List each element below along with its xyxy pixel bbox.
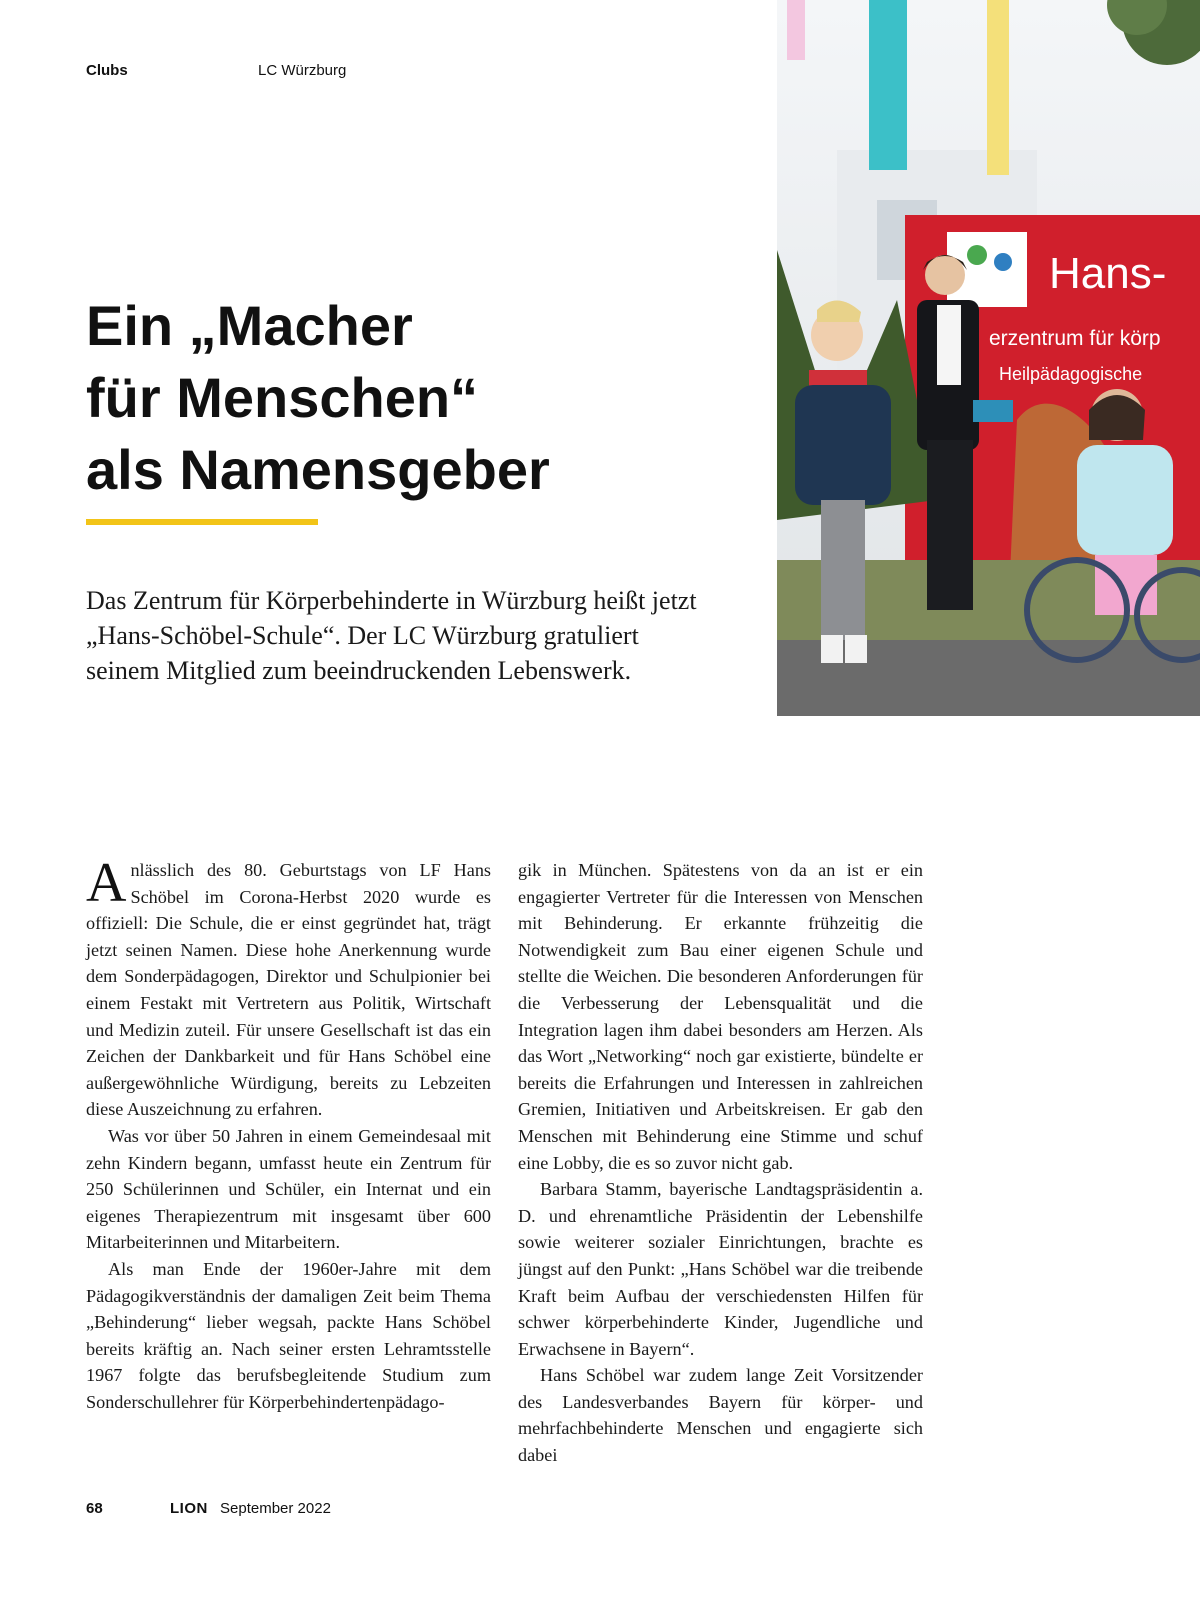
page-number: 68 [86,1500,103,1517]
sign-line-3: Heilpädagogische [999,364,1143,384]
paragraph-1 [86,852,491,1123]
article-headline [86,290,726,506]
body-column-1 [86,852,491,1415]
photo-school-naming-ceremony [777,0,1200,716]
section-label: Clubs [86,62,128,79]
paragraph-1-text: nlässlich des 80. Geburtstags von LF Hans Schöbel im Corona-Herbst 2020 wurde es offiziell: Die Schule, die er einst gegründet hat, trägt jetzt seinen Namen. Diese hohe Anerkennung wurde dem Sonderpädagogen, Direktor und Schulpionier bei einem Festakt mit Vertretern aus Politik, Wirtschaft und Medizin zuteil. Für unsere Gesellschaft ist das ein Zeichen der Dankbarkeit und für Hans Schöbel eine außergewöhnliche Würdigung, bereits zu Lebzeiten diese Auszeichnung zu erfahren. [86,860,491,1120]
paragraph-2: Was vor über 50 Jahren in einem Gemeindesaal mit zehn Kindern begann, umfasst heute ein Zentrum für 250 Schülerinnen und Schüler, ein Internat und ein eigenes Therapiezentrum mit insgesamt über 600 Mitarbeiterinnen und Mitarbeitern. [86,1125,491,1253]
issue-date: September 2022 [220,1500,331,1517]
headline-line-1: Ein „Macher [86,294,413,357]
headline-line-2: für Menschen“ [86,366,479,429]
paragraph-3-part-2: gik in München. Spätestens von da an ist er ein engagierter Vertreter für die Interessen von Menschen mit Behinderung. Er erkannte frühzeitig die Notwendigkeit zum Bau einer eigenen Schule und stellte die Weichen. Die besonderen Anforderungen für die Verbesserung der Lebensqualität und die Integration lagen ihm dabei besonders am Herzen. Als das Wort „Networking“ noch gar existierte, bündelte er bereits die Erfahrungen und Interessen in zahlreichen Gremien, Initiativen und Arbeitskreisen. Er gab den Menschen mit Behinderung eine Stimme und schuf eine Lobby, die es so zuvor nicht gab. [518,860,923,1173]
paragraph-3-part-1: Als man Ende der 1960er-Jahre mit dem Pädagogikverständnis der damaligen Zeit beim Thema „Behinderung“ lieber wegsah, packte Hans Schöbel bereits kräftig an. Nach seiner ersten Lehramtsstelle 1967 folgte das berufsbegleitende Studium zum Sonderschullehrer für Körperbehindertenpädago- [86,1258,491,1412]
accent-rule [86,519,318,525]
article-lead: Das Zentrum für Körperbehinderte in Würzburg heißt jetzt „Hans-Schöbel-Schule“. Der LC Würzburg gratuliert seinem Mitglied zum beeindruckenden Lebenswerk. [86,586,697,685]
paragraph-5: Hans Schöbel war zudem lange Zeit Vorsitzender des Landesverbandes Bayern für körper- und mehrfachbehinderte Menschen und engagierte sich dabei [518,1365,923,1466]
body-column-2 [518,857,923,1469]
sign-line-2: erzentrum für körp [989,327,1161,350]
dropcap: A [86,852,127,914]
club-label: LC Würzburg [258,62,347,79]
sign-title: Hans- [1049,249,1167,298]
headline-line-3: als Namensgeber [86,438,550,501]
paragraph-4: Barbara Stamm, bayerische Landtagspräsidentin a. D. und ehrenamtliche Präsidentin der Lebenshilfe sowie weiterer sozialer Einrichtungen, brachte es jüngst auf den Punkt: „Hans Schöbel war die treibende Kraft beim Aufbau der verschiedensten Hilfen für schwer körperbehinderte Kinder, Jugendliche und Erwachsene in Bayern“. [518,1179,923,1359]
photo-illustration [777,0,1200,716]
magazine-name: LION [170,1500,208,1517]
